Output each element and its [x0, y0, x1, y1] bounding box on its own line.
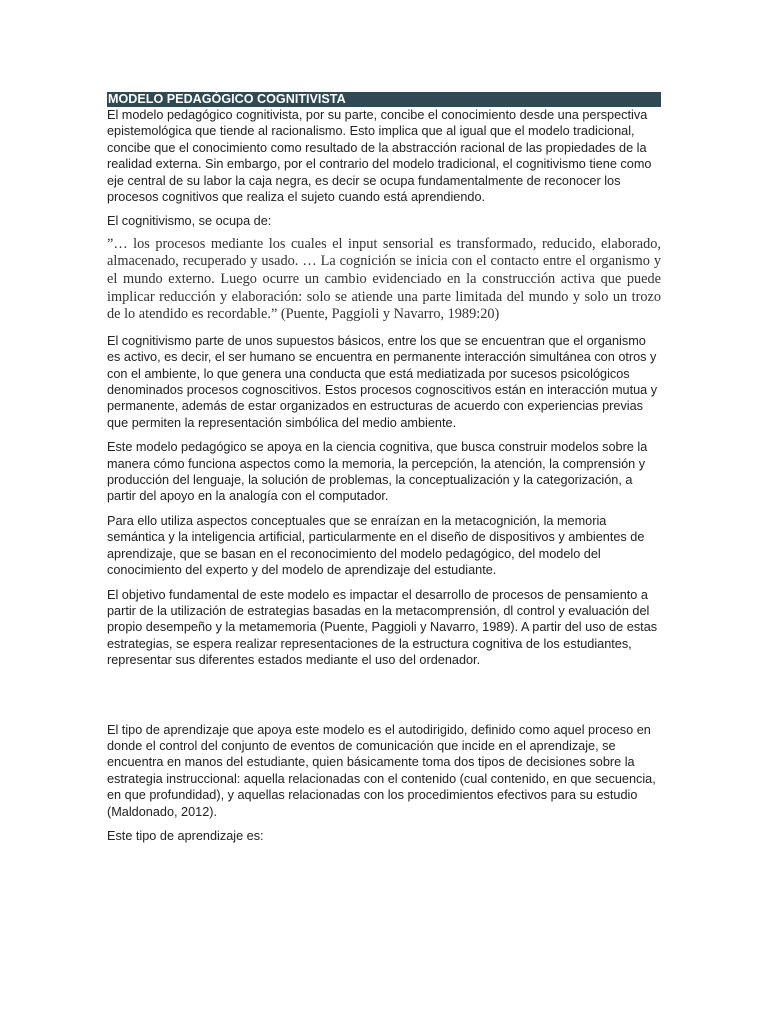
block-quote: ”… los procesos mediante los cuales el input sensorial es transformado, reducido, elaborado, almacenado, recuperado y usado. … La cognición se inicia con el contacto entre el organismo y el mundo externo. Luego ocurre un cambio evidenciado en la construcción activa que puede implicar reducción y elaboración: solo se atiende una parte limitada del mundo y solo un trozo de lo atendido es recordable.” (Puente, Paggioli y Navarro, 1989:20) [107, 235, 661, 323]
paragraph-metacognicion: Para ello utiliza aspectos conceptuales que se enraízan en la metacognición, la memoria semántica y la inteligencia artificial, particularmente en el diseño de dispositivos y ambientes de aprendizaje, que se basan en el reconocimiento del modelo pedagógico, del modelo del conocimiento del experto y del modelo de aprendizaje del estudiante. [107, 513, 645, 578]
paragraph-se-ocupa: El cognitivismo, se ocupa de: [107, 214, 272, 229]
document-page [107, 92, 661, 844]
section-heading: MODELO PEDAGÓGICO COGNITIVISTA [107, 92, 661, 107]
paragraph-autodirigido: El tipo de aprendizaje que apoya este modelo es el autodirigido, definido como aquel proceso en donde el control del conjunto de eventos de comunicación que incide en el aprendizaje, se encuentra en manos del estudiante, quien básicamente toma dos tipos de decisiones sobre la estrategia instruccional: aquella relacionadas con el contenido (cual contenido, en que secuencia, en que profundidad), y aquellas relacionadas con los procedimientos efectivos para su estudio (Maldonado, 2012). [107, 722, 656, 819]
paragraph-intro: El modelo pedagógico cognitivista, por su parte, concibe el conocimiento desde una perspectiva epistemológica que tiende al racionalismo. Esto implica que al igual que el modelo tradicional, concibe que el conocimiento como resultado de la abstracción racional de las propiedades de la realidad externa. Sin embargo, por el contrario del modelo tradicional, el cognitivismo tiene como eje central de su labor la caja negra, es decir se ocupa fundamentalmente de reconocer los procesos cognitivos que realiza el sujeto cuando está aprendiendo. [107, 108, 652, 205]
blank-space [107, 669, 661, 714]
paragraph-supuestos: El cognitivismo parte de unos supuestos básicos, entre los que se encuentran que el organismo es activo, es decir, el ser humano se encuentra en permanente interacción simultánea con otros y con el ambiente, lo que genera una conducta que está mediatizada por sucesos psicológicos denominados procesos cognoscitivos. Estos procesos cognoscitivos están en interacción mutua y permanente, además de estar organizados en estructuras de acuerdo con experiencias previas que permiten la representación simbólica del medio ambiente. [107, 333, 658, 430]
paragraph-objetivo: El objetivo fundamental de este modelo es impactar el desarrollo de procesos de pensamiento a partir de la utilización de estrategias basadas en la metacomprensión, dl control y evaluación del propio desempeño y la metamemoria (Puente, Paggioli y Navarro, 1989). A partir del uso de estas estrategias, se espera realizar representaciones de la estructura cognitiva de los estudiantes, representar sus diferentes estados mediante el uso del ordenador. [107, 587, 658, 668]
paragraph-tipo-aprendizaje: Este tipo de aprendizaje es: [107, 828, 264, 843]
paragraph-ciencia-cognitiva: Este modelo pedagógico se apoya en la ciencia cognitiva, que busca construir modelos sobre la manera cómo funciona aspectos como la memoria, la percepción, la atención, la comprensión y producción del lenguaje, la solución de problemas, la conceptualización y la categorización, a partir del apoyo en la analogía con el computador. [107, 440, 648, 504]
